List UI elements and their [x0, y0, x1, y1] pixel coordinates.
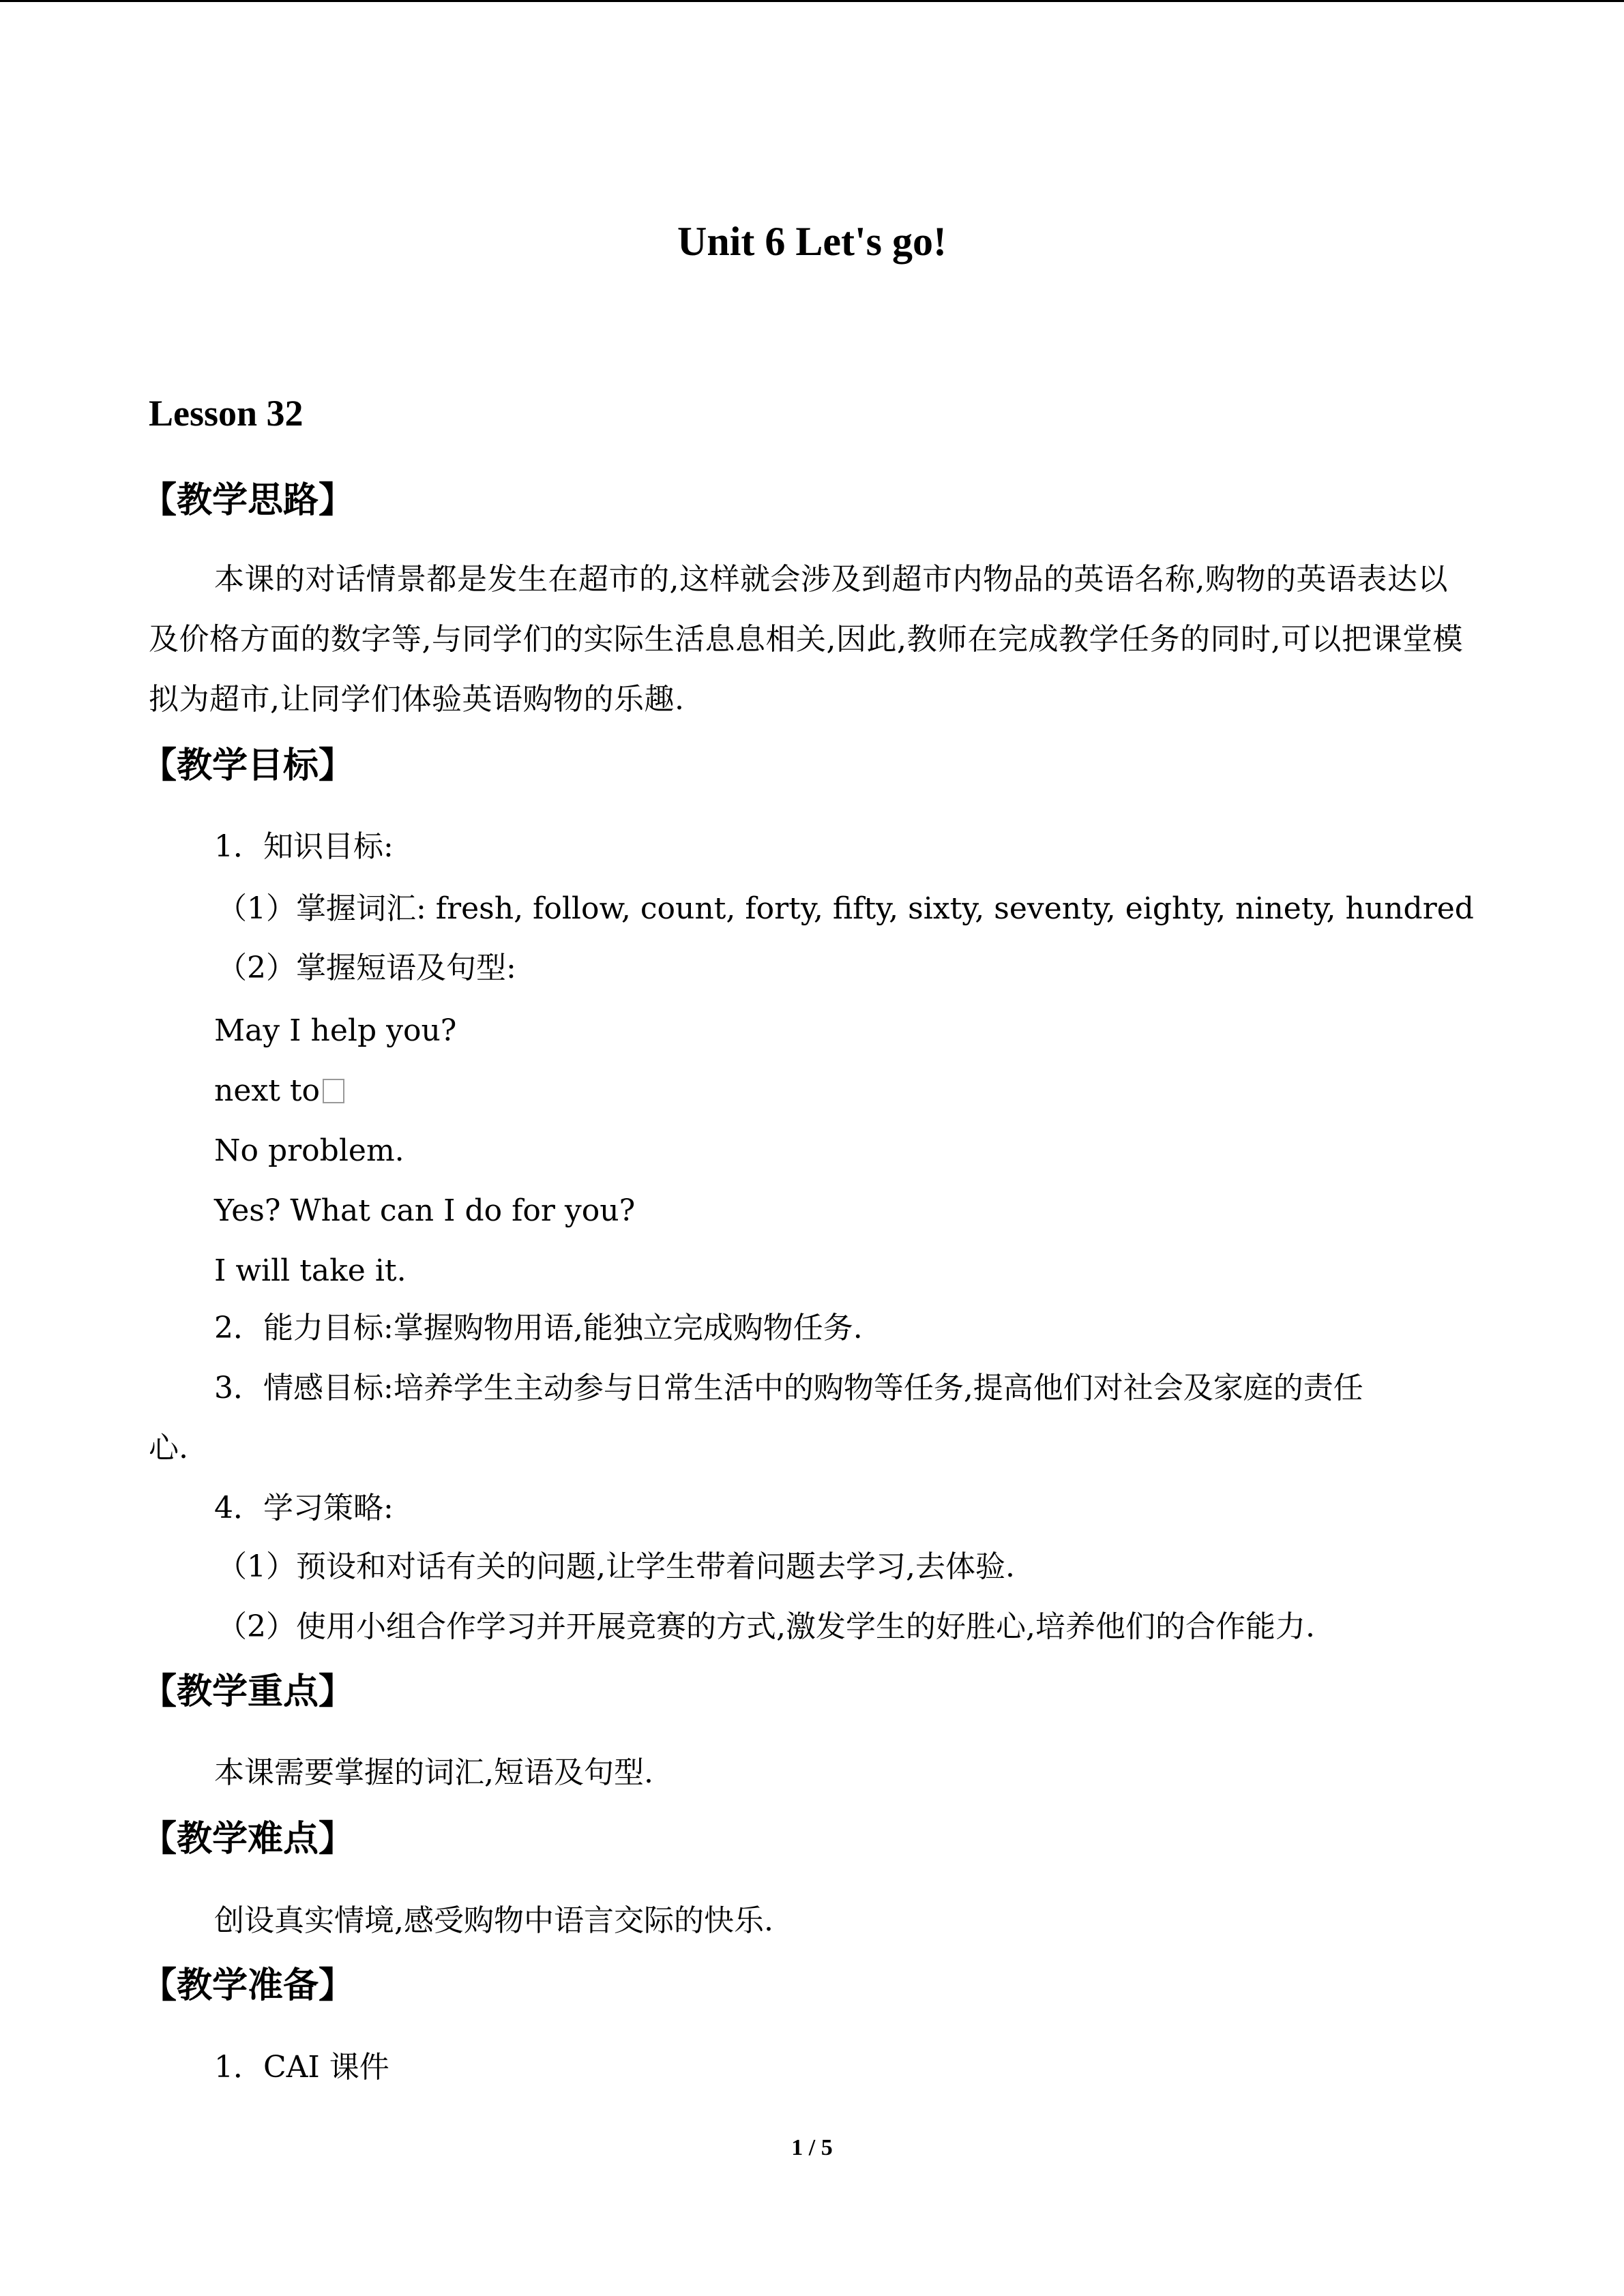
phrase-1: May I help you?	[214, 1013, 457, 1048]
key-points-heading: 【教学重点】	[141, 1671, 355, 1712]
page-top-border	[0, 0, 1624, 2]
placeholder-box-icon	[323, 1079, 344, 1103]
approach-heading: 【教学思路】	[141, 480, 355, 521]
approach-paragraph: 本课的对话情景都是发生在超市的,这样就会涉及到超市内物品的英语名称,购物的英语表达以及价格方面的数字等,与同学们的实际生活息息相关,因此,教师在完成教学任务的同时,可以把课堂模拟为超市,让同学们体验英语购物的乐趣.	[149, 562, 1463, 717]
goal-vocab: （1）掌握词汇: fresh, follow, count, forty, fifty, sixty, seventy, eighty, ninety, hundred	[217, 891, 1474, 926]
difficulty-text: 创设真实情境,感受购物中语言交际的快乐.	[214, 1903, 773, 1938]
goal-strategy: 4．学习策略:	[214, 1491, 394, 1525]
lesson-heading: Lesson 32	[149, 393, 304, 434]
phrase-2-text: next to	[214, 1073, 321, 1108]
document-title: Unit 6 Let's go!	[677, 219, 947, 264]
goal-emotion-line2: 心.	[149, 1431, 188, 1465]
goal-ability: 2．能力目标:掌握购物用语,能独立完成购物任务.	[214, 1311, 863, 1345]
goal-phrases: （2）掌握短语及句型:	[217, 951, 516, 985]
goal-strategy-1: （1）预设和对话有关的问题,让学生带着问题去学习,去体验.	[217, 1549, 1015, 1584]
phrase-2	[214, 1071, 344, 1112]
page-number: 1 / 5	[791, 2135, 833, 2160]
goals-heading: 【教学目标】	[141, 745, 355, 786]
phrase-4: Yes? What can I do for you?	[214, 1193, 636, 1228]
phrase-5: I will take it.	[214, 1253, 407, 1288]
difficulty-heading: 【教学难点】	[141, 1819, 355, 1860]
phrase-3: No problem.	[214, 1133, 404, 1168]
goal-strategy-2: （2）使用小组合作学习并开展竞赛的方式,激发学生的好胜心,培养他们的合作能力.	[217, 1609, 1315, 1644]
goal-knowledge: 1．知识目标:	[214, 829, 394, 864]
key-points-text: 本课需要掌握的词汇,短语及句型.	[214, 1755, 653, 1790]
goal-emotion-line1: 3．情感目标:培养学生主动参与日常生活中的购物等任务,提高他们对社会及家庭的责任	[214, 1371, 1363, 1405]
preparation-heading: 【教学准备】	[141, 1965, 355, 2006]
preparation-item-1: 1．CAI 课件	[214, 2050, 389, 2085]
